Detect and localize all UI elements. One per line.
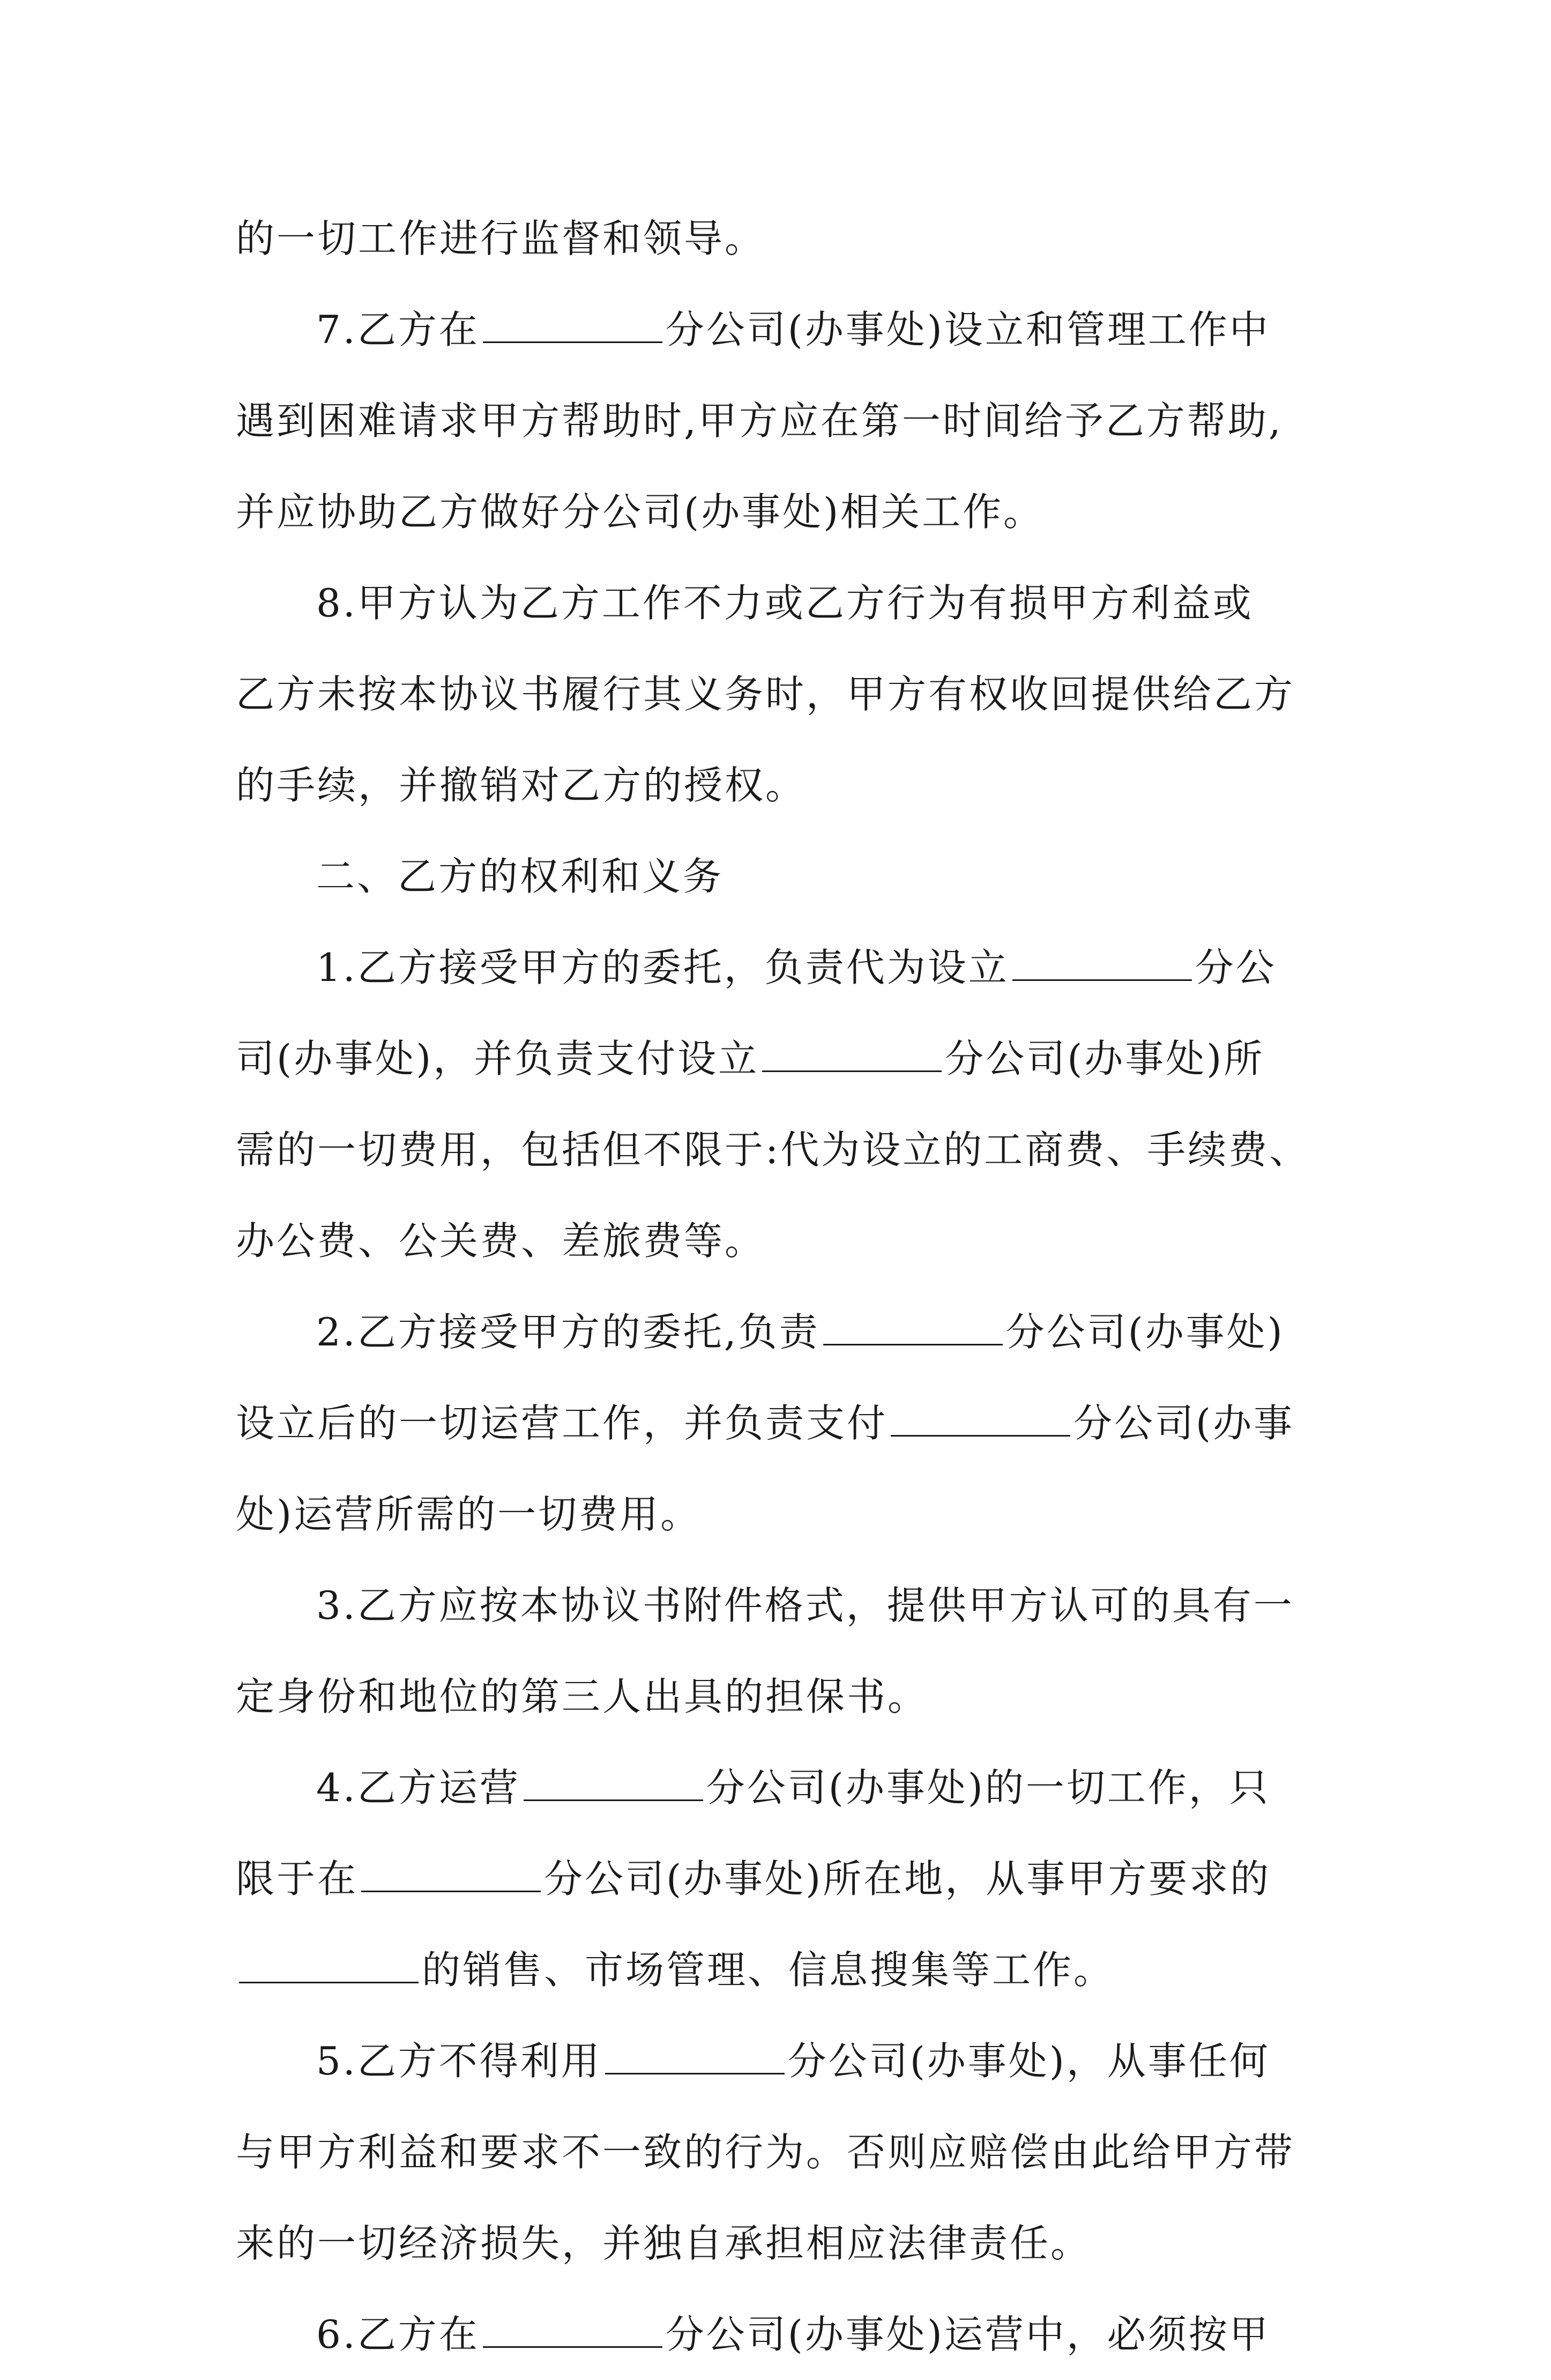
text-line <box>236 649 1334 740</box>
fill-in-blank <box>891 1403 1070 1437</box>
fill-in-blank <box>823 1312 1003 1345</box>
text-segment: 4.乙方运营 <box>316 1765 520 1810</box>
text-segment: 限于在 <box>236 1856 359 1901</box>
text-segment: 分公司(办事处)，从事任何 <box>787 2039 1270 2084</box>
text-line <box>236 922 1334 1013</box>
text-segment: 的一切工作进行监督和领导。 <box>236 216 766 261</box>
text-segment: 定身份和地位的第三人出具的担保书。 <box>236 1674 929 1719</box>
text-segment: 分公司(办事处) <box>1005 1310 1285 1355</box>
text-segment: 二、乙方的权利和义务 <box>316 854 724 899</box>
text-segment: 司(办事处)，并负责支付设立 <box>236 1036 759 1081</box>
fill-in-blank <box>605 2041 785 2074</box>
text-segment: 分公司(办事处)所 <box>945 1036 1265 1081</box>
text-line <box>236 1469 1334 1560</box>
text-line <box>236 1560 1334 1651</box>
text-line <box>236 557 1334 649</box>
text-segment: 需的一切费用，包括但不限于:代为设立的工商费、手续费、 <box>236 1127 1310 1172</box>
text-line <box>236 375 1334 466</box>
fill-in-blank <box>361 1858 541 1892</box>
text-line <box>236 1013 1334 1104</box>
text-segment: 分公 <box>1195 945 1277 990</box>
text-line <box>236 831 1334 922</box>
text-line <box>236 740 1334 831</box>
text-segment: 3.乙方应按本协议书附件格式，提供甲方认可的具有一 <box>316 1583 1294 1628</box>
text-line <box>236 2015 1334 2107</box>
text-line <box>236 1742 1334 1833</box>
text-line <box>236 466 1334 557</box>
text-segment: 处)运营所需的一切费用。 <box>236 1492 702 1537</box>
text-line <box>236 2198 1334 2289</box>
fill-in-blank <box>239 1950 419 1983</box>
text-segment: 并应协助乙方做好分公司(办事处)相关工作。 <box>236 489 1045 534</box>
fill-in-blank <box>1012 947 1192 981</box>
text-line <box>236 1651 1334 1742</box>
text-segment: 乙方未按本协议书履行其义务时，甲方有权收回提供给乙方 <box>236 672 1295 717</box>
text-segment: 5.乙方不得利用 <box>316 2039 602 2084</box>
text-segment: 分公司(办事 <box>1073 1401 1295 1446</box>
text-line <box>236 1378 1334 1469</box>
text-segment: 办公费、公关费、差旅费等。 <box>236 1218 766 1263</box>
text-segment: 来的一切经济损失，并独自承担相应法律责任。 <box>236 2221 1092 2266</box>
text-segment: 分公司(办事处)所在地，从事甲方要求的 <box>544 1856 1271 1901</box>
text-line <box>236 284 1334 375</box>
text-line <box>236 1104 1334 1195</box>
fill-in-blank <box>483 2314 662 2348</box>
text-segment: 2.乙方接受甲方的委托,负责 <box>316 1310 820 1355</box>
text-line <box>236 1286 1334 1378</box>
fill-in-blank <box>483 309 662 343</box>
text-line <box>236 193 1334 284</box>
text-segment: 遇到困难请求甲方帮助时,甲方应在第一时间给予乙方帮助, <box>236 398 1283 443</box>
text-line <box>236 2107 1334 2198</box>
fill-in-blank <box>524 1767 703 1801</box>
text-segment: 与甲方利益和要求不一致的行为。否则应赔偿由此给甲方带 <box>236 2130 1295 2175</box>
text-segment: 设立后的一切运营工作，并负责支付 <box>236 1401 888 1446</box>
text-segment: 分公司(办事处)运营中，必须按甲 <box>665 2312 1270 2357</box>
text-segment: 的销售、市场管理、信息搜集等工作。 <box>422 1947 1115 1992</box>
text-segment: 8.甲方认为乙方工作不力或乙方行为有损甲方利益或 <box>316 581 1254 626</box>
document-body <box>236 193 1334 2380</box>
fill-in-blank <box>762 1038 942 1072</box>
text-line <box>236 1195 1334 1286</box>
text-segment: 6.乙方在 <box>316 2312 480 2357</box>
text-line <box>236 1833 1334 1924</box>
text-segment: 1.乙方接受甲方的委托，负责代为设立 <box>316 945 1009 990</box>
text-line <box>236 1924 1334 2015</box>
text-segment: 的手续，并撤销对乙方的授权。 <box>236 763 807 808</box>
text-segment: 分公司(办事处)的一切工作，只 <box>706 1765 1270 1810</box>
text-line <box>236 2289 1334 2380</box>
text-segment: 分公司(办事处)设立和管理工作中 <box>665 307 1270 352</box>
text-segment: 7.乙方在 <box>316 307 480 352</box>
